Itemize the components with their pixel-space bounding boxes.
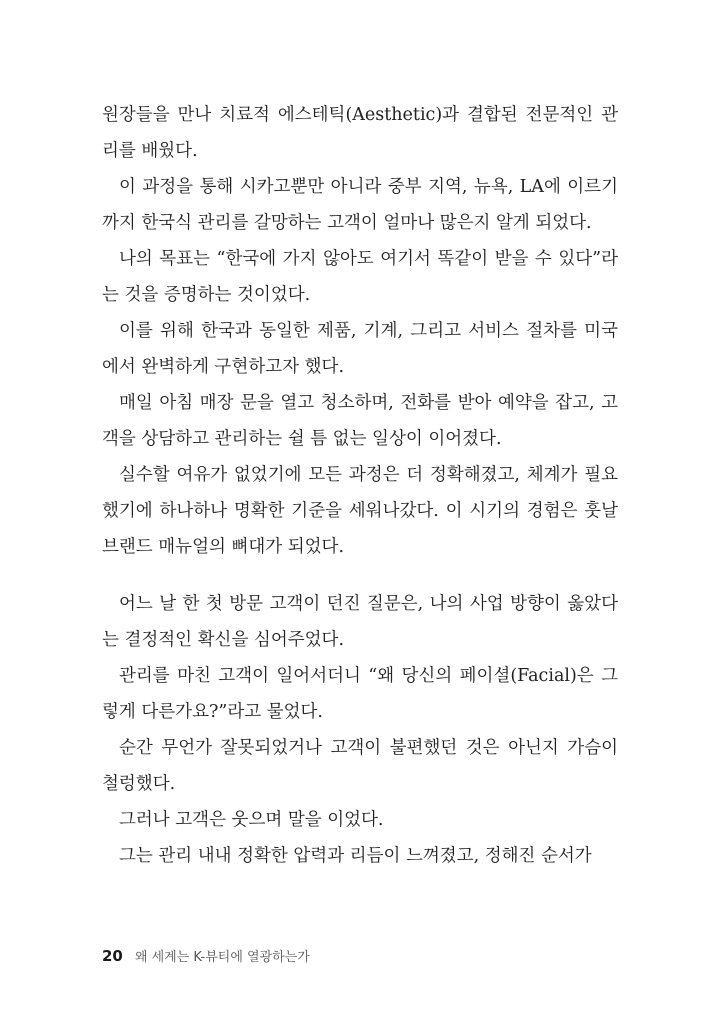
paragraph: 순간 무언가 잘못되었거나 고객이 불편했던 것은 아닌지 가슴이 철렁했다. (102, 738, 618, 794)
page-footer (102, 946, 310, 965)
paragraph: 관리를 마친 고객이 일어서더니 “왜 당신의 페이셜(Facial)은 그렇게 다른가요?”라고 물었다. (102, 666, 618, 722)
paragraph: 그러나 고객은 웃으며 말을 이었다. (119, 810, 384, 830)
paragraph: 실수할 여유가 없었기에 모든 과정은 더 정확해졌고, 체계가 필요했기에 하나하나 명확한 기준을 세워나갔다. 이 시기의 경험은 훗날 브랜드 매뉴얼의 뼈대가 되었다. (102, 465, 618, 557)
paragraph: 이를 위해 한국과 동일한 제품, 기계, 그리고 서비스 절차를 미국에서 완벽하게 구현하고자 했다. (102, 321, 618, 377)
paragraph: 원장들을 만나 치료적 에스테틱(Aesthetic)과 결합된 전문적인 관리를 배웠다. (102, 105, 618, 161)
paragraph: 매일 아침 매장 문을 열고 청소하며, 전화를 받아 예약을 잡고, 고객을 상담하고 관리하는 쉴 틈 없는 일상이 이어졌다. (102, 393, 618, 449)
running-title: 왜 세계는 K-뷰티에 열광하는가 (134, 950, 310, 965)
paragraph: 이 과정을 통해 시카고뿐만 아니라 중부 지역, 뉴욕, LA에 이르기까지 한국식 관리를 갈망하는 고객이 얼마나 많은지 알게 되었다. (102, 177, 618, 233)
paragraph: 어느 날 한 첫 방문 고객이 던진 질문은, 나의 사업 방향이 옳았다는 결정적인 확신을 심어주었다. (102, 594, 618, 650)
page-number: 20 (102, 947, 123, 965)
paragraph: 그는 관리 내내 정확한 압력과 리듬이 느껴졌고, 정해진 순서가 (119, 846, 592, 866)
paragraph: 나의 목표는 “한국에 가지 않아도 여기서 똑같이 받을 수 있다”라는 것을 증명하는 것이었다. (102, 249, 618, 305)
body-text (102, 97, 618, 874)
